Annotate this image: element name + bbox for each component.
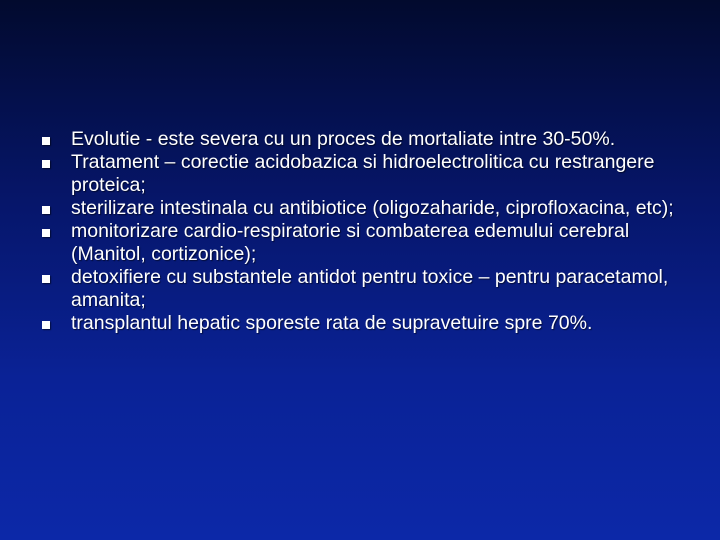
square-bullet-icon bbox=[42, 206, 50, 214]
list-item bbox=[42, 151, 682, 197]
square-bullet-icon bbox=[42, 275, 50, 283]
list-item bbox=[42, 266, 682, 312]
bullet-text: sterilizare intestinala cu antibiotice (oligozaharide, ciprofloxacina, etc); bbox=[71, 197, 674, 219]
list-item bbox=[42, 128, 682, 151]
bullet-text: detoxifiere cu substantele antidot pentru toxice – pentru paracetamol, amanita; bbox=[71, 266, 669, 311]
bullet-list bbox=[42, 128, 682, 335]
square-bullet-icon bbox=[42, 160, 50, 168]
square-bullet-icon bbox=[42, 229, 50, 237]
bullet-text: transplantul hepatic sporeste rata de supravetuire spre 70%. bbox=[71, 312, 593, 334]
list-item bbox=[42, 197, 682, 220]
list-item bbox=[42, 312, 682, 335]
bullet-text: monitorizare cardio-respiratorie si combaterea edemului cerebral (Manitol, cortizonice); bbox=[71, 220, 630, 265]
bullet-text: Evolutie - este severa cu un proces de mortaliate intre 30-50%. bbox=[71, 128, 616, 150]
square-bullet-icon bbox=[42, 137, 50, 145]
bullet-text: Tratament – corectie acidobazica si hidroelectrolitica cu restrangere proteica; bbox=[71, 151, 655, 196]
square-bullet-icon bbox=[42, 321, 50, 329]
list-item bbox=[42, 220, 682, 266]
